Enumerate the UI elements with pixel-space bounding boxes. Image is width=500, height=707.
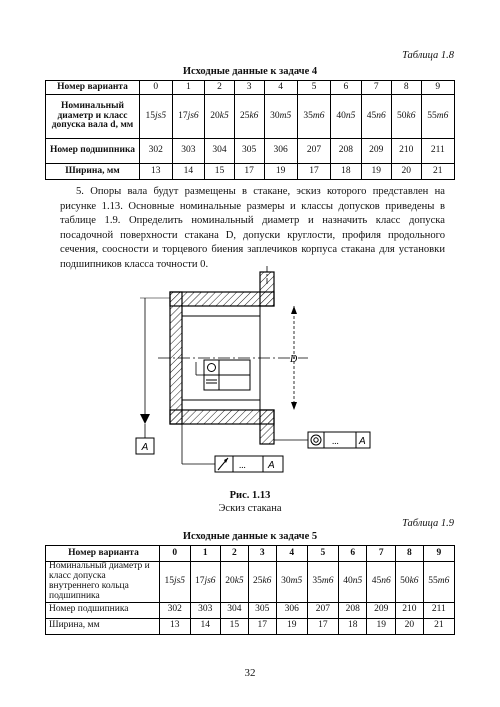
- svg-text:A: A: [359, 436, 366, 447]
- table-cell: 20: [391, 164, 421, 180]
- table-cell: 20k5: [221, 562, 249, 603]
- table-cell: 8: [391, 81, 421, 95]
- bottom-wall: [170, 410, 274, 424]
- row-header: Номинальный диаметр и класс допуска внутреннего кольца подшипника: [46, 562, 160, 603]
- table-cell: 3: [248, 546, 276, 562]
- table-cell: 6: [339, 546, 367, 562]
- table-cell: 207: [297, 139, 330, 164]
- table-cell: 305: [248, 602, 276, 618]
- table-cell: 15: [221, 618, 249, 634]
- svg-text:...: ...: [239, 460, 246, 470]
- datum-letter: A: [141, 442, 149, 453]
- table-cell: 211: [423, 602, 454, 618]
- row-header: Ширина, мм: [46, 618, 160, 634]
- table-cell: 17js6: [172, 95, 205, 139]
- table8-bearing-row: [46, 139, 455, 164]
- table-cell: 2: [205, 81, 235, 95]
- table9-width-row: [46, 618, 455, 634]
- table8-number: Таблица 1.8: [402, 50, 454, 61]
- table9-title: Исходные данные к задаче 5: [182, 531, 318, 542]
- table8: [45, 80, 455, 180]
- row-header: Номер варианта: [46, 546, 160, 562]
- table-cell: 4: [264, 81, 297, 95]
- table-cell: 208: [331, 139, 361, 164]
- row-header: Номер варианта: [46, 81, 140, 95]
- svg-text:...: ...: [332, 436, 339, 446]
- table8-title: Исходные данные к задаче 4: [182, 66, 318, 77]
- table-cell: 20: [395, 618, 423, 634]
- table-cell: 17js6: [190, 562, 221, 603]
- table-cell: 304: [221, 602, 249, 618]
- table-cell: 304: [205, 139, 235, 164]
- table-cell: 0: [140, 81, 173, 95]
- table8-variant-row: [46, 81, 455, 95]
- figure-sketch: [118, 262, 388, 487]
- page-number: 32: [244, 667, 256, 679]
- dim-D-label: D: [290, 354, 298, 365]
- table-cell: 17: [234, 164, 264, 180]
- table-cell: 40n5: [339, 562, 367, 603]
- table-cell: 55m6: [423, 562, 454, 603]
- table-cell: 1: [172, 81, 205, 95]
- table-cell: 303: [190, 602, 221, 618]
- table-cell: 0: [160, 546, 191, 562]
- task5-text: 5. Опоры вала будут размещены в стакане, эскиз которого представлен на рисунке 1.13. Основные номинальные размеры и классы допусков приведены в таблице 1.9. Определить номинальный диаметр и назначить класс допуска посадочной поверхности стакана D, допуски круглости, профиля продольного сечения, соосности и торцевого биения заплечиков корпуса стакана для установки подшипников класса точности 0.: [60, 186, 445, 270]
- table8-tolerance-row: [46, 95, 455, 139]
- table-cell: 21: [423, 618, 454, 634]
- table-cell: 302: [160, 602, 191, 618]
- table-cell: 3: [234, 81, 264, 95]
- table-cell: 50k6: [391, 95, 421, 139]
- table-cell: 15: [205, 164, 235, 180]
- table-cell: 17: [307, 618, 338, 634]
- table-cell: 17: [297, 164, 330, 180]
- table-cell: 21: [421, 164, 454, 180]
- table-cell: 207: [307, 602, 338, 618]
- table-cell: 306: [276, 602, 307, 618]
- svg-text:A: A: [268, 460, 275, 471]
- table-cell: 7: [361, 81, 391, 95]
- table9-number: Таблица 1.9: [402, 518, 454, 529]
- table8-width-row: [46, 164, 455, 180]
- table-cell: 305: [234, 139, 264, 164]
- table-cell: 55m6: [421, 95, 454, 139]
- table-cell: 19: [367, 618, 395, 634]
- table-cell: 7: [367, 546, 395, 562]
- table-cell: 15js5: [160, 562, 191, 603]
- table-cell: 13: [140, 164, 173, 180]
- figure-caption: Эскиз стакана: [218, 503, 282, 514]
- table-cell: 20k5: [205, 95, 235, 139]
- figure-number: Рис. 1.13: [229, 490, 271, 501]
- table-cell: 4: [276, 546, 307, 562]
- table-cell: 208: [339, 602, 367, 618]
- table-cell: 302: [140, 139, 173, 164]
- row-header: Номинальный диаметр и класс допуска вала d, мм: [46, 95, 140, 139]
- table-cell: 210: [391, 139, 421, 164]
- table-cell: 35m6: [307, 562, 338, 603]
- table-cell: 210: [395, 602, 423, 618]
- row-header: Номер подшипника: [46, 602, 160, 618]
- table-cell: 2: [221, 546, 249, 562]
- table-cell: 14: [172, 164, 205, 180]
- table9: [45, 545, 455, 635]
- table-cell: 1: [190, 546, 221, 562]
- table-cell: 45n6: [367, 562, 395, 603]
- row-header: Номер подшипника: [46, 139, 140, 164]
- table-cell: 18: [339, 618, 367, 634]
- table-cell: 209: [361, 139, 391, 164]
- table-cell: 19: [264, 164, 297, 180]
- table-cell: 14: [190, 618, 221, 634]
- row-header: Ширина, мм: [46, 164, 140, 180]
- table-cell: 13: [160, 618, 191, 634]
- table-cell: 306: [264, 139, 297, 164]
- table-cell: 50k6: [395, 562, 423, 603]
- table-cell: 40n5: [331, 95, 361, 139]
- bottom-flange: [260, 410, 274, 444]
- table-cell: 19: [361, 164, 391, 180]
- table9-tolerance-row: [46, 562, 455, 603]
- table-cell: 5: [307, 546, 338, 562]
- table-cell: 209: [367, 602, 395, 618]
- table-cell: 35m6: [297, 95, 330, 139]
- table-cell: 15js5: [140, 95, 173, 139]
- table-cell: 30m5: [264, 95, 297, 139]
- top-wall: [170, 292, 274, 306]
- table-cell: 25k6: [248, 562, 276, 603]
- table-cell: 211: [421, 139, 454, 164]
- task5-paragraph: [60, 185, 445, 273]
- table-cell: 9: [421, 81, 454, 95]
- table-cell: 19: [276, 618, 307, 634]
- table-cell: 25k6: [234, 95, 264, 139]
- table-cell: 45n6: [361, 95, 391, 139]
- table9-bearing-row: [46, 602, 455, 618]
- table-cell: 17: [248, 618, 276, 634]
- table-cell: 30m5: [276, 562, 307, 603]
- table-cell: 18: [331, 164, 361, 180]
- table-cell: 303: [172, 139, 205, 164]
- table-cell: 6: [331, 81, 361, 95]
- table-cell: 5: [297, 81, 330, 95]
- table-cell: 9: [423, 546, 454, 562]
- table-cell: 8: [395, 546, 423, 562]
- table9-variant-row: [46, 546, 455, 562]
